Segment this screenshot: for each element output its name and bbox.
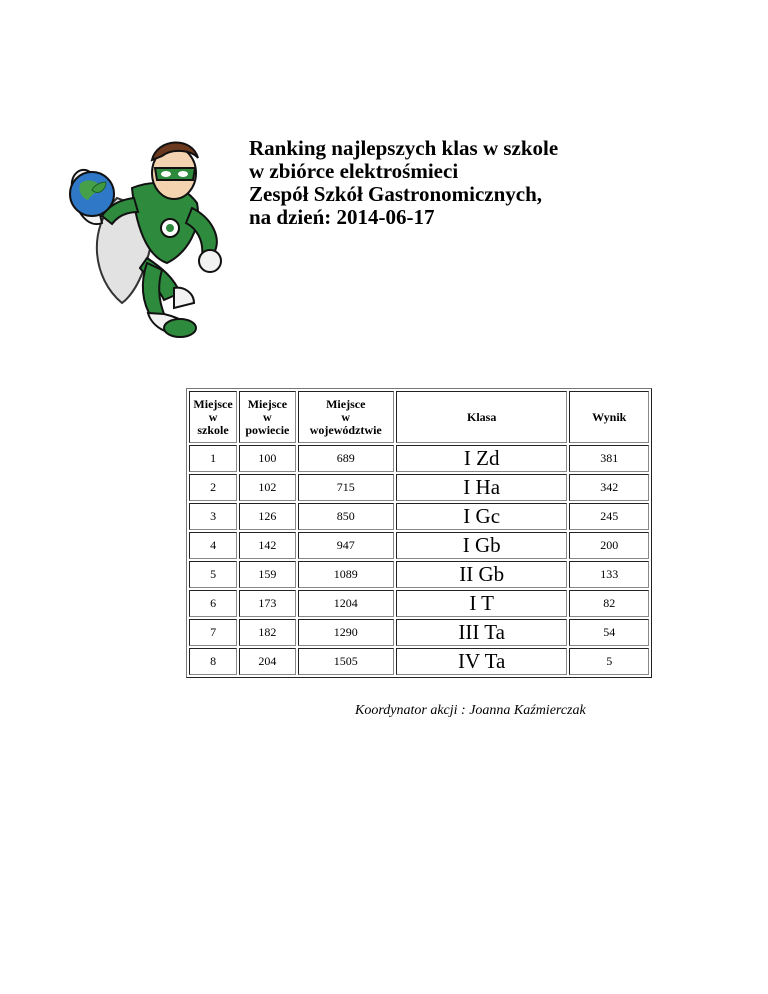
cell-class: I Gb [396, 532, 568, 559]
table-header-row [189, 391, 649, 443]
table-row [189, 619, 649, 646]
eco-superhero-mascot-icon [62, 128, 242, 348]
cell-district-rank: 204 [239, 648, 296, 675]
cell-province-rank: 947 [298, 532, 394, 559]
header-province-rank: Miejsce w województwie [298, 391, 394, 443]
cell-school-rank: 7 [189, 619, 237, 646]
cell-district-rank: 100 [239, 445, 296, 472]
cell-province-rank: 1505 [298, 648, 394, 675]
cell-district-rank: 159 [239, 561, 296, 588]
cell-province-rank: 1089 [298, 561, 394, 588]
table-row [189, 474, 649, 501]
table-row [189, 590, 649, 617]
cell-class: I Ha [396, 474, 568, 501]
cell-school-rank: 3 [189, 503, 237, 530]
cell-district-rank: 126 [239, 503, 296, 530]
page-title [249, 137, 558, 229]
cell-district-rank: 142 [239, 532, 296, 559]
cell-school-rank: 6 [189, 590, 237, 617]
cell-class: III Ta [396, 619, 568, 646]
cell-class: IV Ta [396, 648, 568, 675]
cell-score: 133 [569, 561, 649, 588]
table-row [189, 648, 649, 675]
cell-school-rank: 1 [189, 445, 237, 472]
cell-school-rank: 2 [189, 474, 237, 501]
cell-score: 82 [569, 590, 649, 617]
cell-class: II Gb [396, 561, 568, 588]
table-row [189, 503, 649, 530]
cell-district-rank: 173 [239, 590, 296, 617]
table-row [189, 445, 649, 472]
title-line-2: w zbiórce elektrośmieci [249, 159, 459, 183]
header-class: Klasa [396, 391, 568, 443]
table-row [189, 561, 649, 588]
header-school-rank: Miejsce w szkole [189, 391, 237, 443]
cell-score: 381 [569, 445, 649, 472]
cell-province-rank: 1204 [298, 590, 394, 617]
cell-district-rank: 182 [239, 619, 296, 646]
title-line-3: Zespół Szkół Gastronomicznych, [249, 182, 543, 206]
cell-school-rank: 5 [189, 561, 237, 588]
cell-score: 54 [569, 619, 649, 646]
cell-province-rank: 850 [298, 503, 394, 530]
cell-score: 200 [569, 532, 649, 559]
coordinator-note: Koordynator akcji : Joanna Kaźmierczak [355, 703, 586, 718]
title-line-1: Ranking najlepszych klas w szkole [249, 136, 559, 160]
cell-class: I Zd [396, 445, 568, 472]
table-row [189, 532, 649, 559]
header-district-rank: Miejsce w powiecie [239, 391, 296, 443]
cell-province-rank: 689 [298, 445, 394, 472]
header-score: Wynik [569, 391, 649, 443]
ranking-table [186, 388, 652, 678]
cell-province-rank: 715 [298, 474, 394, 501]
cell-school-rank: 4 [189, 532, 237, 559]
cell-school-rank: 8 [189, 648, 237, 675]
cell-score: 245 [569, 503, 649, 530]
title-line-4: na dzień: 2014-06-17 [249, 205, 435, 229]
cell-district-rank: 102 [239, 474, 296, 501]
cell-score: 342 [569, 474, 649, 501]
cell-class: I Gc [396, 503, 568, 530]
cell-province-rank: 1290 [298, 619, 394, 646]
cell-class: I T [396, 590, 568, 617]
cell-score: 5 [569, 648, 649, 675]
